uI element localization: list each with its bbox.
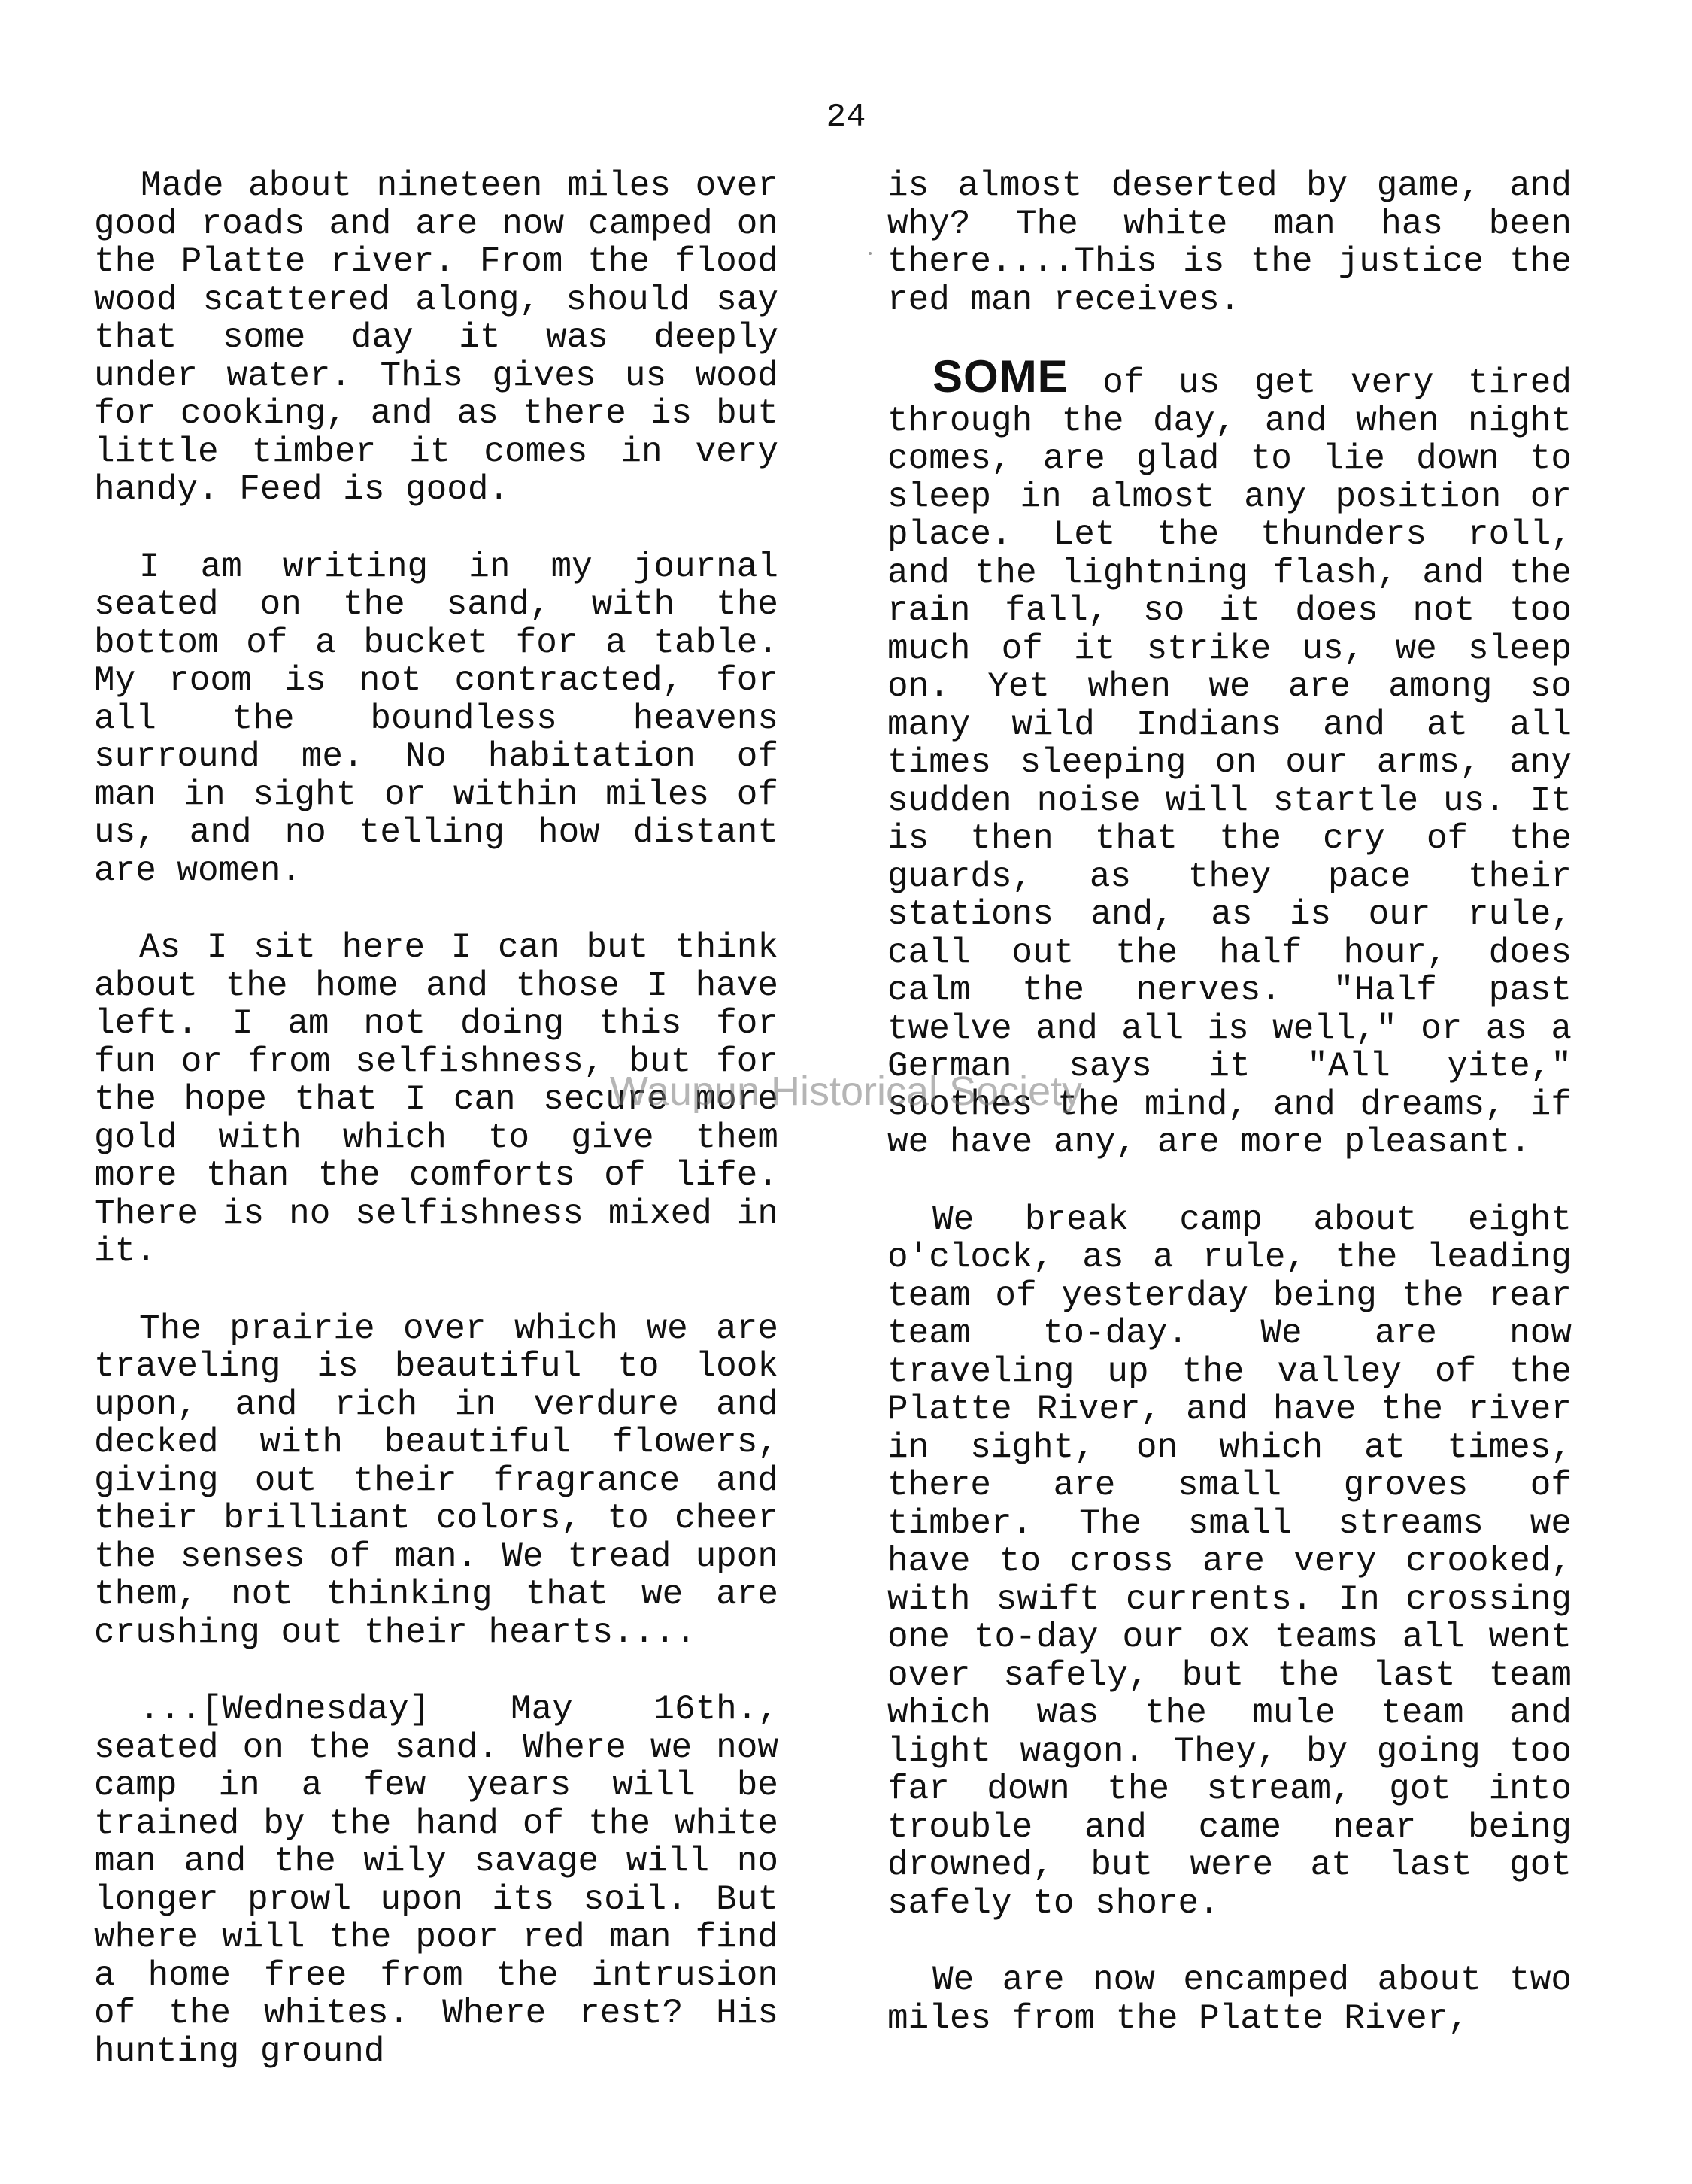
paragraph-home-thoughts: As I sit here I can but think about the home and those I have left. I am not doing this for fun or from selfishness, but for the hope that I can secure more gold with which to give them more than the comforts of life. There is no selfishness mixed in it. [94,928,778,1271]
paragraph-encamped: We are now encamped about two miles from the Platte River, [887,1961,1572,2038]
lead-paragraph-text: of us get very tired through the day, and when night comes, are glad to lie down to sleep in almost any position or place. Let the thunders roll, and the lightning flash, and the rain fall, so it does not too much of it strike us, we sleep on. Yet when we are among so many wild Indians and at all times sleeping on our arms, any sudden noise will startle us. It is then that the cry of the guards, as they pace their stations and, as is our rule, call out the half hour, does calm the nerves. "Half past twelve and all is well," or as a German says it "All yite," soothes the mind, and dreams, if we have any, are more pleasant. [887,363,1572,1162]
left-column [94,167,778,2110]
watermark: Waupun Historical Society [609,1069,1083,1114]
paragraph-nineteen-miles: Made about nineteen miles over good roads and are now camped on the Platte river. From the flood wood scattered along, should say that some day it was deeply under water. This gives us wood for cooking, and as there is but little timber it comes in very handy. Feed is good. [94,166,778,509]
page-number: 24 [826,99,866,136]
paragraph-continuation: is almost deserted by game, and why? The white man has been there....This is the justice the red man receives. [887,166,1572,320]
paragraph-prairie: The prairie over which we are traveling is beautiful to look upon, and rich in verdure and decked with beautiful flowers, giving out their fragrance and their brilliant colors, to cheer the senses of man. We tread upon them, not thinking that we are crushing out their hearts.... [94,1309,778,1652]
right-column [887,167,1572,2076]
paragraph-some-of-us [887,351,1572,1162]
paragraph-journal: I am writing in my journal seated on the sand, with the bottom of a bucket for a table. My room is not contracted, for all the boundless heavens surround me. No habitation of man in sight or within miles of us, and no telling how distant are women. [94,547,778,890]
paragraph-wednesday-may: ...[Wednesday] May 16th., seated on the sand. Where we now camp in a few years will be trained by the hand of the white man and the wily savage will no longer prowl upon its soil. But where will the poor red man find a home free from the intrusion of the whites. Where rest? His hunting ground [94,1690,778,2071]
lead-word: SOME [932,351,1069,402]
scan-speck [869,252,872,255]
paragraph-break-camp: We break camp about eight o'clock, as a rule, the leading team of yesterday being the rear team to-day. We are now traveling up the valley of the Platte River, and have the river in sight, on which at times, there are small groves of timber. The small streams we have to cross are very crooked, with swift currents. In crossing one to-day our ox teams all went over safely, but the last team which was the mule team and light wagon. They, by going too far down the stream, got into trouble and came near being drowned, but were at last got safely to shore. [887,1200,1572,1923]
